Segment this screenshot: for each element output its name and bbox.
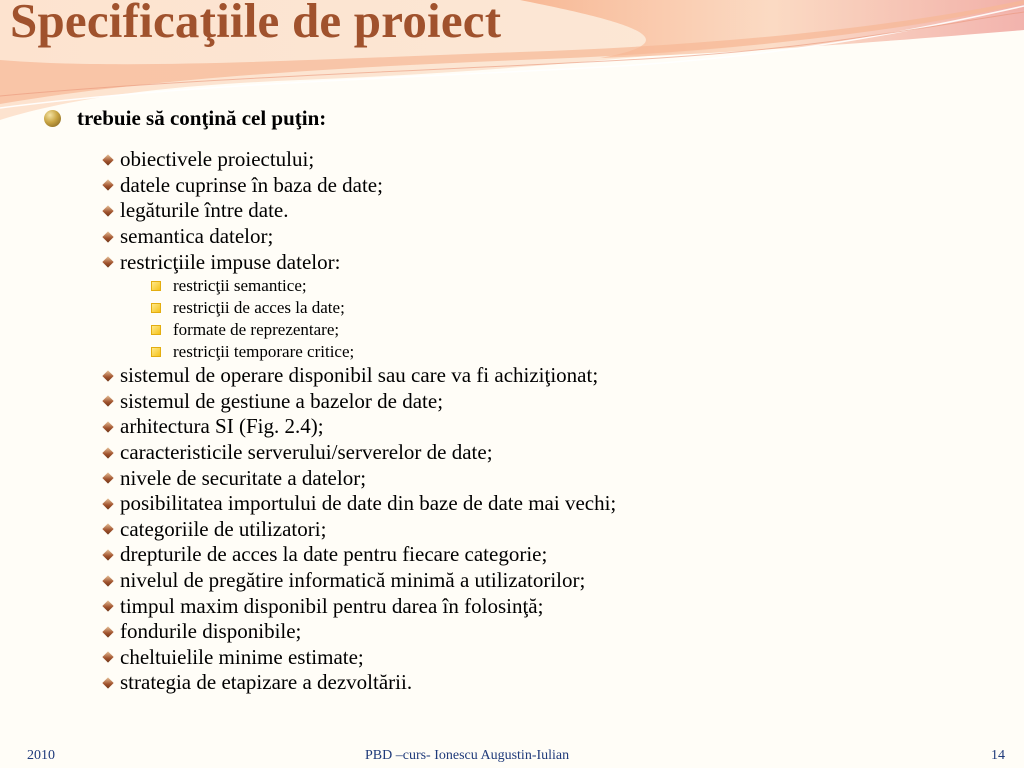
diamond-bullet-icon <box>102 231 113 242</box>
list-item <box>101 593 616 619</box>
diamond-bullet-icon <box>102 257 113 268</box>
sublist-item <box>151 341 616 363</box>
level1-bullet <box>44 106 326 131</box>
list-item-text: categoriile de utilizatori; <box>120 516 327 541</box>
diamond-bullet-icon <box>102 370 113 381</box>
diamond-bullet-icon <box>102 575 113 586</box>
requirements-list <box>101 147 616 696</box>
list-item-text: sistemul de gestiune a bazelor de date; <box>120 388 444 413</box>
slide-title: Specificaţiile de proiect <box>10 0 502 48</box>
list-item <box>101 645 616 671</box>
list-item-text: restricţiile impuse datelor: <box>120 249 341 274</box>
list-item <box>101 670 616 696</box>
list-item-text: strategia de etapizare a dezvoltării. <box>120 670 413 695</box>
list-item <box>101 414 616 440</box>
footer-year: 2010 <box>27 748 55 763</box>
square-bullet-icon <box>151 325 161 335</box>
list-item <box>101 173 616 199</box>
square-bullet-icon <box>151 281 161 291</box>
list-item-text: arhitectura SI (Fig. 2.4); <box>120 414 324 439</box>
diamond-bullet-icon <box>102 205 113 216</box>
diamond-bullet-icon <box>102 180 113 191</box>
list-item <box>101 568 616 594</box>
diamond-bullet-icon <box>102 472 113 483</box>
list-item <box>101 491 616 517</box>
footer-author: PBD –curs- Ionescu Augustin-Iulian <box>365 748 570 763</box>
list-item-text: datele cuprinse în baza de date; <box>120 172 383 197</box>
list-item-text: timpul maxim disponibil pentru darea în folosinţă; <box>120 593 544 618</box>
list-item <box>101 224 616 250</box>
list-item-text: fondurile disponibile; <box>120 619 302 644</box>
diamond-bullet-icon <box>102 421 113 432</box>
list-item-text: nivelul de pregătire informatică minimă a utilizatorilor; <box>120 568 586 593</box>
diamond-bullet-icon <box>102 652 113 663</box>
diamond-bullet-icon <box>102 549 113 560</box>
list-item-text: nivele de securitate a datelor; <box>120 465 367 490</box>
list-item-text: semantica datelor; <box>120 224 274 249</box>
level1-text: trebuie să conţină cel puţin: <box>77 106 327 130</box>
sphere-bullet-icon <box>44 110 61 127</box>
list-item-text: posibilitatea importului de date din baze de date mai vechi; <box>120 491 617 516</box>
footer-page-number: 14 <box>991 748 1005 763</box>
diamond-bullet-icon <box>102 524 113 535</box>
sublist-item-text: restricţii de acces la date; <box>173 297 345 317</box>
diamond-bullet-icon <box>102 600 113 611</box>
sublist-item-text: formate de reprezentare; <box>173 319 340 339</box>
list-item <box>101 198 616 224</box>
restrictions-sublist <box>101 275 616 363</box>
diamond-bullet-icon <box>102 447 113 458</box>
diamond-bullet-icon <box>102 154 113 165</box>
list-item <box>101 147 616 173</box>
diamond-bullet-icon <box>102 396 113 407</box>
list-item-text: legăturile între date. <box>120 198 289 223</box>
list-item-text: cheltuielile minime estimate; <box>120 644 364 669</box>
sublist-item <box>151 297 616 319</box>
diamond-bullet-icon <box>102 498 113 509</box>
list-item <box>101 363 616 389</box>
list-item <box>101 249 616 275</box>
square-bullet-icon <box>151 303 161 313</box>
sublist-item-text: restricţii semantice; <box>173 275 307 295</box>
sublist-item <box>151 275 616 297</box>
list-item <box>101 389 616 415</box>
diamond-bullet-icon <box>102 677 113 688</box>
list-item-text: obiectivele proiectului; <box>120 147 315 172</box>
sublist-item-text: restricţii temporare critice; <box>173 341 355 361</box>
list-item <box>101 440 616 466</box>
list-item <box>101 619 616 645</box>
diamond-bullet-icon <box>102 626 113 637</box>
list-item <box>101 517 616 543</box>
square-bullet-icon <box>151 347 161 357</box>
sublist-item <box>151 319 616 341</box>
list-item <box>101 465 616 491</box>
list-item-text: drepturile de acces la date pentru fiecare categorie; <box>120 542 548 567</box>
list-item-text: caracteristicile serverului/serverelor de date; <box>120 440 493 465</box>
list-item-text: sistemul de operare disponibil sau care va fi achiziţionat; <box>120 363 599 388</box>
sublist-container <box>101 275 616 363</box>
list-item <box>101 542 616 568</box>
